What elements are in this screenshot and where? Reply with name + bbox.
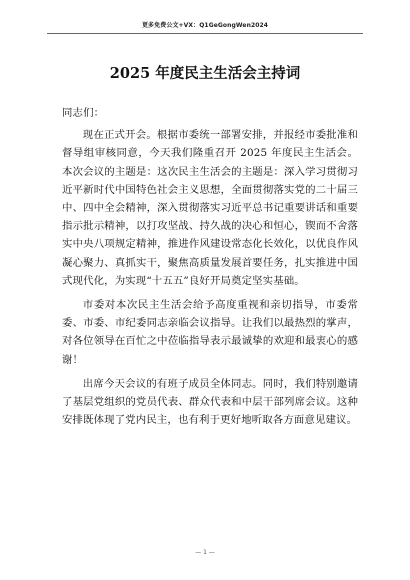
watermark-header: 更多免费公文+VX：Q1GeGongWen2024 (141, 22, 269, 29)
paragraph-welcome: 市委对本次民主生活会给予高度重视和亲切指导，市委常委、市委、市纪委同志亲临会议指导。让我们以最热烈的掌声，对各位领导在百忙之中莅临指导表示最诚挚的欢迎和最衷心的感谢！ (62, 299, 358, 366)
document-title: 2025 年度民主生活会主持词 (109, 65, 301, 82)
document-body (62, 104, 358, 429)
paragraph-attendees: 出席今天会议的有班子成员全体同志。同时，我们特别邀请了基层党组织的党员代表、群众代表和中层干部列席会议。这种安排既体现了党内民主，也有利于更好地听取各方面意见建议。 (62, 377, 358, 427)
header-divider (47, 33, 363, 34)
salutation: 同志们： (62, 107, 105, 119)
paragraph-opening: 现在正式开会。根据市委统一部署安排，并报经市委批准和督导组审核同意，今天我们隆重召开 2025 年度民主生活会。本次会议的主题是：这次民主生活会的主题是：深入学习贯彻习近平新时代中国特色社会主义思想，全面贯彻落实党的二十届三中、四中全会精神，深入贯彻落实习近平总书记重要讲话和重要指示批示精神，以打攻坚战、持久战的决心和恒心，锲而不舍落实中央八项规定精神，推进作风建设常态化长效化，以优良作风凝心聚力、真抓实干，聚焦高质量发展首要任务，扎实推进中国式现代化，为实现“十五五”良好开局奠定坚实基础。 (62, 129, 358, 287)
page-number: — 1 — (195, 549, 215, 556)
